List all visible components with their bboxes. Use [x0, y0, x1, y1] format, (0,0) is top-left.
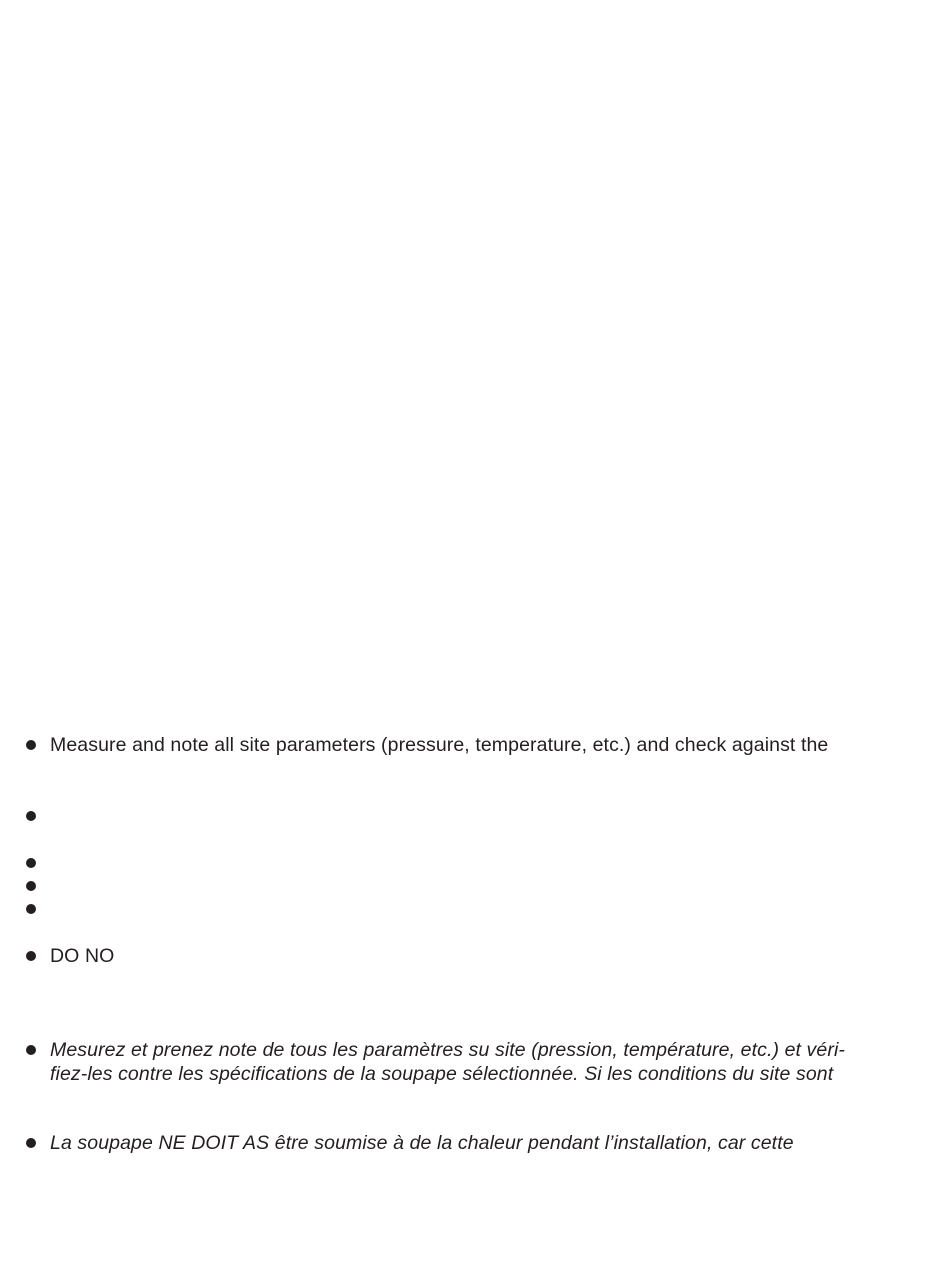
- bullet-2: [26, 811, 36, 821]
- english-item-1-text: Measure and note all site parameters (pressure, temperature, etc.) and check against the: [50, 734, 829, 756]
- bullet-3: [26, 858, 36, 868]
- french-item-1-line-2: fiez-les contre les spécifications de la soupape sélectionnée. Si les conditions du site sont: [50, 1063, 834, 1085]
- french-item-2-text: La soupape NE DOIT AS être soumise à de la chaleur pendant l’installation, car cette: [50, 1132, 794, 1154]
- bullet-5: [26, 904, 36, 914]
- bullet-7: [26, 1045, 36, 1055]
- bullet-8: [26, 1138, 36, 1148]
- english-item-6-text: DO NO: [50, 945, 115, 967]
- french-item-1-line-1: Mesurez et prenez note de tous les paramètres su site (pression, température, etc.) et véri-: [50, 1039, 845, 1061]
- bullet-6: [26, 951, 36, 961]
- bullet-4: [26, 881, 36, 891]
- bullet-1: [26, 740, 36, 750]
